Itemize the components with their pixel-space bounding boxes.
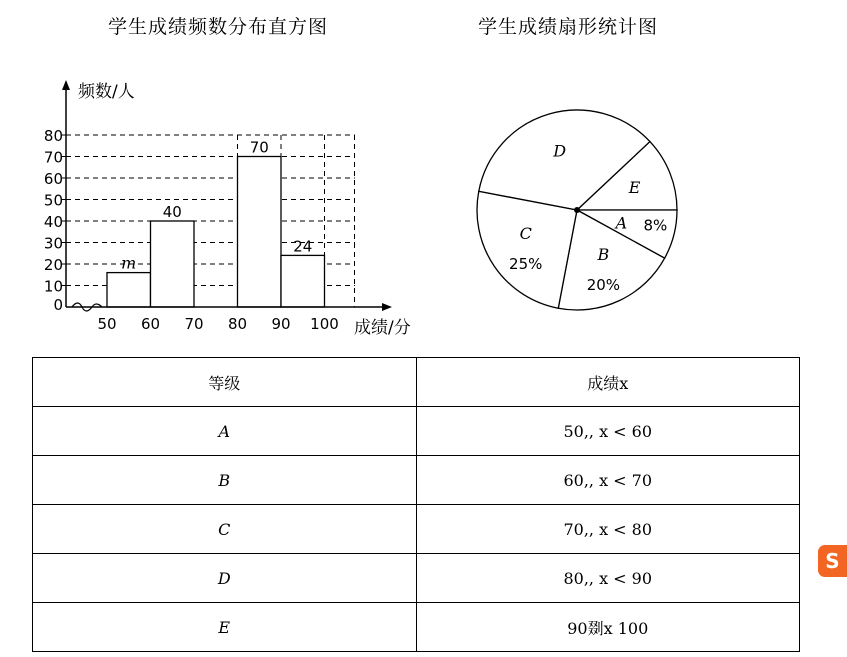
header-score: 成绩x bbox=[416, 358, 800, 407]
slice-name-label: C bbox=[519, 223, 532, 243]
slice-name-label: D bbox=[553, 141, 567, 161]
y-axis-arrow-icon bbox=[62, 80, 70, 90]
y-tick-label: 30 bbox=[43, 234, 63, 253]
slice-percent-label: 25% bbox=[509, 254, 543, 273]
x-tick-label: 60 bbox=[140, 315, 161, 333]
x-tick-label: 70 bbox=[184, 315, 204, 333]
pie-center-dot bbox=[574, 207, 580, 213]
bar-value-label: 70 bbox=[249, 138, 269, 157]
grade-cell: B bbox=[33, 456, 417, 505]
table-row bbox=[33, 554, 800, 603]
x-tick-label: 100 bbox=[310, 315, 339, 333]
histogram-title: 学生成绩频数分布直方图 bbox=[108, 16, 329, 38]
score-range-cell: 60,, x < 70 bbox=[416, 456, 800, 505]
slice-name-label: B bbox=[597, 245, 610, 265]
table-row bbox=[33, 407, 800, 456]
slice-percent-label: 20% bbox=[586, 276, 621, 295]
x-tick-label: 90 bbox=[271, 315, 291, 333]
y-tick-label: 20 bbox=[43, 256, 63, 274]
y-tick-label: 80 bbox=[43, 127, 63, 145]
histogram-bar bbox=[151, 221, 195, 307]
y-tick-label: 70 bbox=[43, 148, 63, 167]
y-axis-label: 频数/人 bbox=[78, 82, 135, 102]
score-range-cell: 50,, x < 60 bbox=[416, 407, 800, 456]
grade-cell: C bbox=[33, 505, 417, 554]
x-axis-arrow-icon bbox=[382, 303, 392, 311]
table-row bbox=[33, 505, 800, 554]
y-tick-label: 0 bbox=[53, 296, 63, 314]
y-tick-label: 40 bbox=[43, 213, 63, 231]
grade-table bbox=[32, 357, 800, 652]
slice-name-label: E bbox=[628, 178, 641, 198]
bar-value-label: m bbox=[121, 253, 137, 273]
x-tick-label: 80 bbox=[227, 315, 248, 333]
table-row bbox=[33, 603, 800, 652]
pie-chart bbox=[457, 90, 697, 330]
x-tick-label: 50 bbox=[97, 315, 117, 333]
table-row bbox=[33, 456, 800, 505]
score-range-cell: 90剟x 100 bbox=[416, 603, 800, 652]
grade-cell: D bbox=[33, 554, 417, 603]
sogou-logo-icon[interactable]: S bbox=[818, 545, 847, 577]
y-tick-label: 50 bbox=[43, 191, 63, 210]
bar-value-label: 24 bbox=[293, 237, 313, 256]
x-axis-label: 成绩/分 bbox=[354, 318, 411, 338]
header-grade: 等级 bbox=[33, 358, 417, 407]
grade-cell: A bbox=[33, 407, 417, 456]
pie-chart-title: 学生成绩扇形统计图 bbox=[478, 16, 659, 38]
y-tick-label: 10 bbox=[43, 277, 63, 296]
y-tick-label: 60 bbox=[43, 170, 63, 188]
histogram-bar bbox=[107, 273, 151, 307]
slice-name-label: A bbox=[615, 213, 628, 233]
slice-percent-label: 8% bbox=[643, 216, 668, 235]
histogram-chart bbox=[0, 70, 440, 370]
grade-cell: E bbox=[33, 603, 417, 652]
table-header-row bbox=[33, 358, 800, 407]
histogram-bar bbox=[281, 255, 325, 307]
pie-slice-c bbox=[477, 191, 577, 308]
bar-value-label: 40 bbox=[162, 203, 182, 221]
histogram-bar bbox=[238, 157, 282, 308]
score-range-cell: 70,, x < 80 bbox=[416, 505, 800, 554]
score-range-cell: 80,, x < 90 bbox=[416, 554, 800, 603]
